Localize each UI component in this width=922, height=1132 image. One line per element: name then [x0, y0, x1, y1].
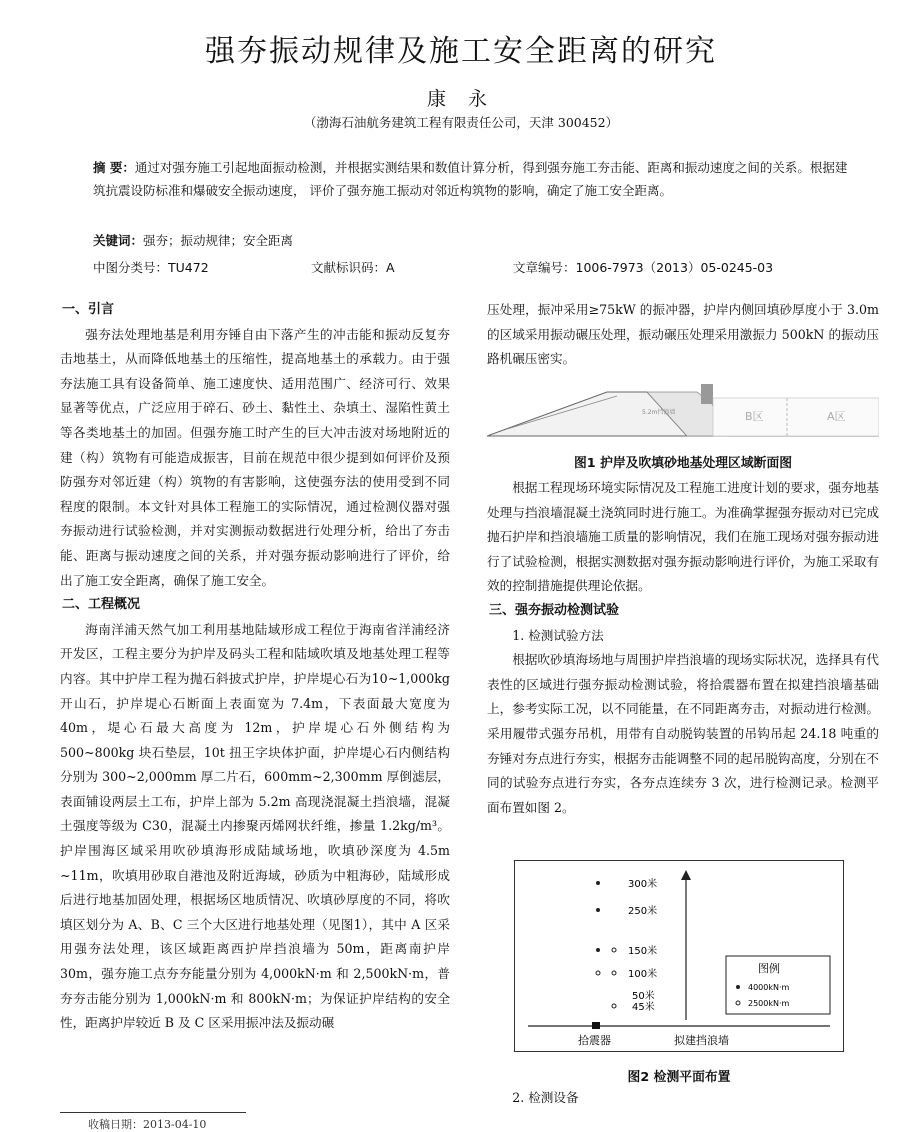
abstract [93, 156, 853, 202]
document-code: 文献标识码：A [311, 260, 395, 275]
distance-label-150: 150米 [628, 946, 658, 957]
paper-title: 强夯振动规律及施工安全距离的研究 [205, 34, 717, 69]
wave-wall [701, 384, 713, 404]
continued-paragraph: 压处理，振冲采用≥75kW 的振冲器，护岸内侧回填砂厚度小于 3.0m 的区域采用振动碾压处理，振动碾压处理采用激振力 500kN 的振动压路机碾压密实。 [487, 302, 879, 367]
tamp-point-4000 [596, 948, 600, 952]
method-paragraph: 根据吹砂填海场地与周围护岸挡浪墙的现场实际状况，选择具有代表性的区域进行强夯振动检测试验，将拾震器布置在拟建挡浪墙基础上，参考实际工况，以不同能量，在不同距离夯击，对振动进行检测。采用履带式强夯吊机，用带有自动脱钩装置的吊钩吊起 24.18 吨重的夯锤对夯点进行夯实，根据夯击能调整不同的起吊脱钩高度，分别在不同的试验夯点进行夯实，各夯点连续夯 3 次，进行检测记录。检测平面布置如图 2。 [487, 652, 879, 815]
subsection-heading-equipment: 2. 检测设备 [512, 1090, 579, 1105]
wall-label: 5.2m挡浪墙 [642, 409, 676, 416]
author-name: 康 永 [426, 88, 496, 110]
legend-marker-4000 [736, 985, 740, 989]
clc-number: 中图分类号：TU472 [93, 260, 209, 275]
figure-1-cross-section [487, 380, 879, 442]
article-number: 文章编号：1006-7973（2013）05-0245-03 [513, 260, 774, 275]
keywords-text: 强夯；振动规律；安全距离 [143, 233, 294, 248]
right-column-bottom [487, 476, 879, 820]
legend-title: 图例 [758, 962, 780, 975]
tamp-point-4000 [596, 881, 600, 885]
wall-plan-label: 拟建挡浪墙 [674, 1034, 729, 1047]
fill-area [713, 398, 879, 436]
distance-label-100: 100米 [628, 969, 658, 980]
footnote-rule [60, 1112, 246, 1113]
site-paragraph: 根据工程现场环境实际情况及工程施工进度计划的要求，强夯地基处理与挡浪墙混凝土浇筑同时进行施工。为准确掌握强夯振动对已完成抛石护岸和挡浪墙施工质量的影响情况，我们在施工现场对强夯振动进行了试验检测，根据实测数据对强夯振动影响进行评价，为施工采取有效的控制措施提供理论依据。 [487, 480, 879, 594]
left-column [60, 298, 450, 1036]
distance-label-250: 250米 [628, 906, 658, 917]
distance-label-45: 45米 [632, 1002, 655, 1013]
section-heading-intro: 一、引言 [62, 302, 115, 317]
abstract-label: 摘 要： [93, 160, 135, 175]
distance-label-300: 300米 [628, 879, 658, 890]
right-column-top [487, 298, 879, 372]
legend-label-4000: 4000kN·m [748, 983, 790, 992]
abstract-text: 通过对强夯施工引起地面振动检测，并根据实测结果和数值计算分析，得到强夯施工夯击能、距离和振动速度之间的关系。根据建筑抗震设防标准和爆破安全振动速度， 评价了强夯施工振动对邻近构筑物的影响，确定了施工安全距离。 [93, 160, 848, 198]
overview-paragraph: 海南洋浦天然气加工利用基地陆域形成工程位于海南省洋浦经济开发区，工程主要分为护岸及码头工程和陆域吹填及地基处理工程等内容。其中护岸工程为抛石斜披式护岸，护岸堤心石为10~1,000kg 开山石，护岸堤心石断面上表面宽为 7.4m，下表面最大宽度为 40m，堤心石最大高度为 12m，护岸堤心石外侧结构为 500~800kg 块石垫层，10t 扭王字块体护面，护岸堤心石内侧结构分别为 300~2,000mm 厚二片石，600mm~2,300mm 厚倒滤层，表面铺设两层土工布，护岸上部为 5.2m 高现浇混凝土挡浪墙，混凝土强度等级为 C30，混凝土内掺聚丙烯网状纤维，掺量 1.2kg/m³。护岸围海区域采用吹砂填海形成陆域场地，吹填砂深度为 4.5m ~11m，吹填用砂取自港池及附近海域，砂质为中粗海砂，陆域形成后进行地基加固处理，根据场区地质情况、吹填砂厚度的不同，将吹填区划分为 A、B、C 三个大区进行地基处理（见图1），其中 A 区采用强夯法处理，该区域距离西护岸挡浪墙为 50m，距离南护岸 30m，强夯施工点夯夯能量分别为 4,000kN·m 和 2,500kN·m，普夯夯击能分别为 1,000kN·m 和 800kN·m；为保证护岸结构的安全性，距离护岸较近 B 及 C 区采用振冲法及振动碾 [60, 621, 450, 1031]
intro-paragraph: 强夯法处理地基是利用夯锤自由下落产生的冲击能和振动反复夯击地基土，从而降低地基土的压缩性，提高地基土的承载力。由于强夯法施工具有设备简单、施工速度快、适用范围广、经济可行、效果显著等优点，广泛应用于碎石、砂土、黏性土、杂填土、湿陷性黄土等各类地基土的加固。但强夯施工时产生的巨大冲击波对场地附近的建（构）筑物有可能造成振害，目前在规范中很少提到如何评价及预防强夯对邻近建（构）筑物的有害影响，这使强夯法的使用受到不同程度的限制。本文针对具体工程施工的实际情况，通过检测仪器对强夯振动进行试验检测，并对实测振动数据进行处理分析，给出了夯击能、距离与振动速度之间的关系，并对强夯振动影响进行了评价，给出了施工安全距离，确保了施工安全。 [60, 326, 450, 588]
keywords [93, 229, 853, 252]
figure-1-caption: 图1 护岸及吹填砂地基处理区域断面图 [573, 456, 793, 471]
affiliation: （渤海石油航务建筑工程有限责任公司，天津 300452） [303, 115, 619, 130]
zone-a-label: A区 [827, 410, 846, 423]
received-date-footnote: 收稿日期：2013-04-10 [88, 1118, 207, 1131]
distance-label-50: 50米 [632, 991, 655, 1002]
subsection-heading-method: 1. 检测试验方法 [512, 627, 604, 643]
sensor-label: 拾震器 [578, 1034, 611, 1047]
keywords-label: 关键词： [93, 233, 144, 248]
sensor-marker [592, 1022, 600, 1029]
zone-b-label: B区 [745, 410, 764, 423]
tamp-point-4000 [596, 908, 600, 912]
legend-label-2500: 2500kN·m [748, 999, 790, 1008]
right-column-end [487, 1086, 879, 1111]
section-heading-overview: 二、工程概况 [62, 597, 141, 613]
figure-2-caption: 图2 检测平面布置 [627, 1070, 731, 1085]
figure-2-layout-plan [514, 860, 844, 1052]
section-heading-test: 三、强夯振动检测试验 [489, 602, 620, 618]
